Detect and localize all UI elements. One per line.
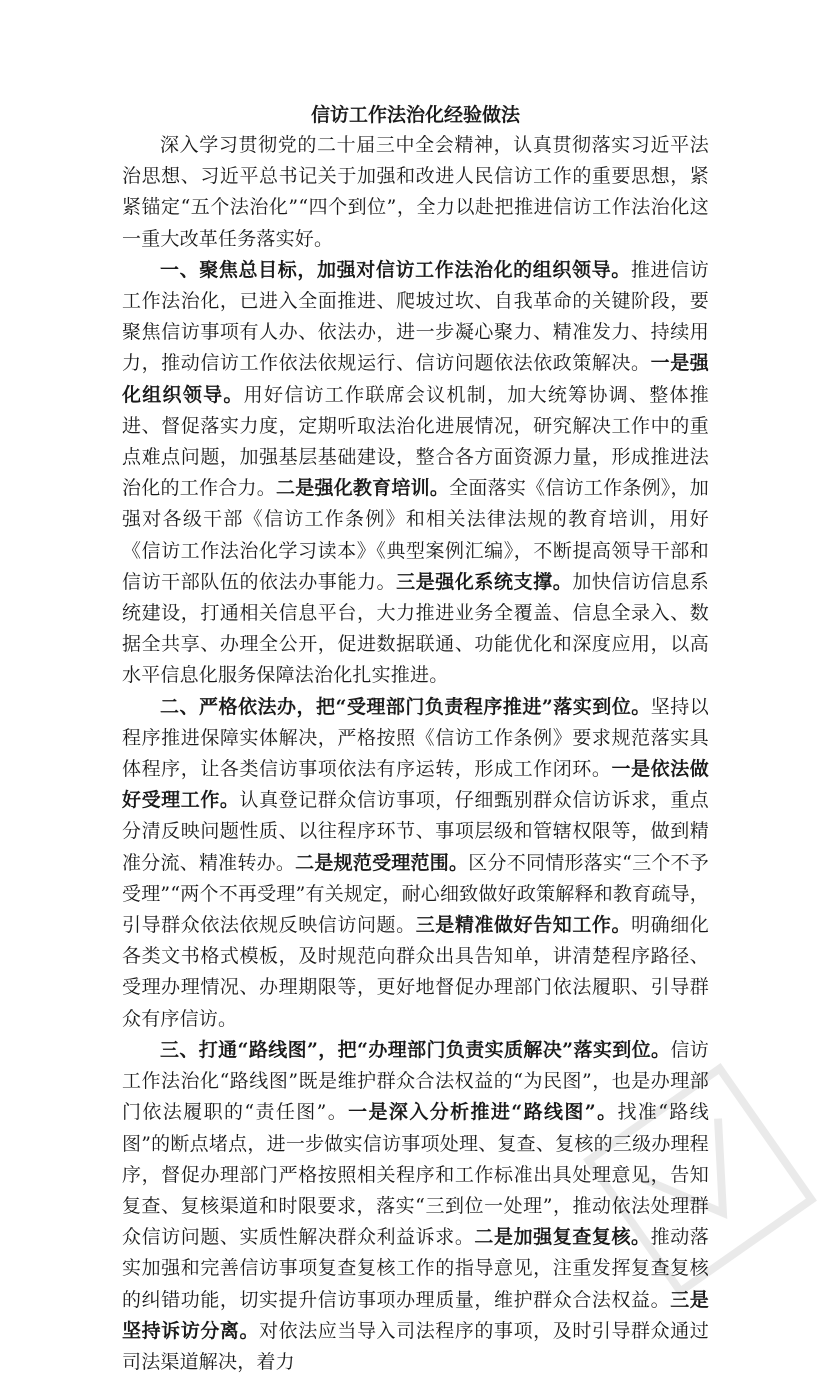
bold-heading-text: 三、打通“路线图”，把“办理部门负责实质解决”落实到位。 [160,1038,671,1061]
paragraph [122,130,709,255]
paragraph [122,692,709,1035]
body-text: 区分不同情形落实“三个不予受理”“两个不再受理”有关规定，耐心细致做好政策解释和教育疏导，引导群众依法依规反映信访问题。 [122,851,709,937]
bold-heading-text: 一是深入分析推进“路线图”。 [348,1101,618,1124]
body-text: 信访工作法治化“路线图”既是维护群众合法权益的“为民图”，也是办理部门依法履职的“责任图”。 [122,1038,709,1124]
body-text: 坚持以程序推进保障实体解决，严格按照《信访工作条例》要求规范落实具体程序，让各类信访事项依法有序运转，形成工作闭环。 [122,695,709,781]
body-text: 认真登记群众信访事项，仔细甄别群众信访诉求，重点分清反映问题性质、以往程序环节、事项层级和管辖权限等，做到精准分流、精准转办。 [122,789,709,874]
bold-heading-text: 二、严格依法办，把“受理部门负责程序推进”落实到位。 [160,695,651,718]
bold-heading-text: 一是强化组织领导。 [122,352,709,406]
body-text: 深入学习贯彻党的二十届三中全会精神，认真贯彻落实习近平法治思想、习近平总书记关于加强和改进人民信访工作的重要思想，紧紧锚定“五个法治化”“四个到位”，全力以赴把推进信访工作法治化这一重大改革任务落实好。 [122,134,709,250]
body-text: 对依法应当导入司法程序的事项，及时引导群众通过司法渠道解决，着力 [122,1319,709,1373]
body-text: 用好信访工作联席会议机制，加大统筹协调、整体推进、督促落实力度，定期听取法治化进展情况，研究解决工作中的重点难点问题，加强基层基础建设，整合各方面资源力量，形成推进法治化的工作合力。 [122,383,709,500]
bold-heading-text: 二是规范受理范围。 [295,851,469,874]
bold-heading-text: 三是精准做好告知工作。 [415,914,632,937]
body-text: 推进信访工作法治化，已进入全面推进、爬坡过坎、自我革命的关键阶段，要聚焦信访事项有人办、依法办，进一步凝心聚力、精准发力、持续用力，推动信访工作依法依规运行、信访问题依法依政策解决。 [122,258,709,375]
document-title: 信访工作法治化经验做法 [310,104,520,126]
body-text: 加快信访信息系统建设，打通相关信息平台，大力推进业务全覆盖、信息全录入、数据全共享、办理全公开，促进数据联通、功能优化和深度应用，以高水平信息化服务保障法治化扎实推进。 [122,570,709,687]
body-text: 明确细化各类文书格式模板，及时规范向群众出具告知单，讲清楚程序路径、受理办理情况、办理期限等，更好地督促办理部门依法履职、引导群众有序信访。 [122,914,709,1030]
body-text: 推动落实加强和完善信访事项复查复核工作的指导意见，注重发挥复查复核的纠错功能，切实提升信访事项办理质量，维护群众合法权益。 [122,1226,709,1311]
bold-heading-text: 一、聚焦总目标，加强对信访工作法治化的组织领导。 [160,258,631,281]
bold-heading-text: 三是坚持诉访分离。 [122,1288,709,1342]
bold-heading-text: 二是强化教育培训。 [275,477,450,500]
body-text: 找准“路线图”的断点堵点，进一步做实信访事项处理、复查、复核的三级办理程序，督促办理部门严格按照相关程序和工作标准出具处理意见，告知复查、复核渠道和时限要求，落实“三到位一处理”，推动依法处理群众信访问题、实质性解决群众利益诉求。 [122,1101,709,1249]
bold-heading-text: 二是加强复查复核。 [474,1226,651,1249]
bold-heading-text: 一是依法做好受理工作。 [122,758,709,812]
bold-heading-text: 三是强化系统支撑。 [396,570,573,593]
paragraph [122,255,709,692]
body-text: 全面落实《信访工作条例》，加强对各级干部《信访工作条例》和相关法律法规的教育培训，用好《信访工作法治化学习读本》《典型案例汇编》，不断提高领导干部和信访干部队伍的依法办事能力。 [122,477,709,593]
